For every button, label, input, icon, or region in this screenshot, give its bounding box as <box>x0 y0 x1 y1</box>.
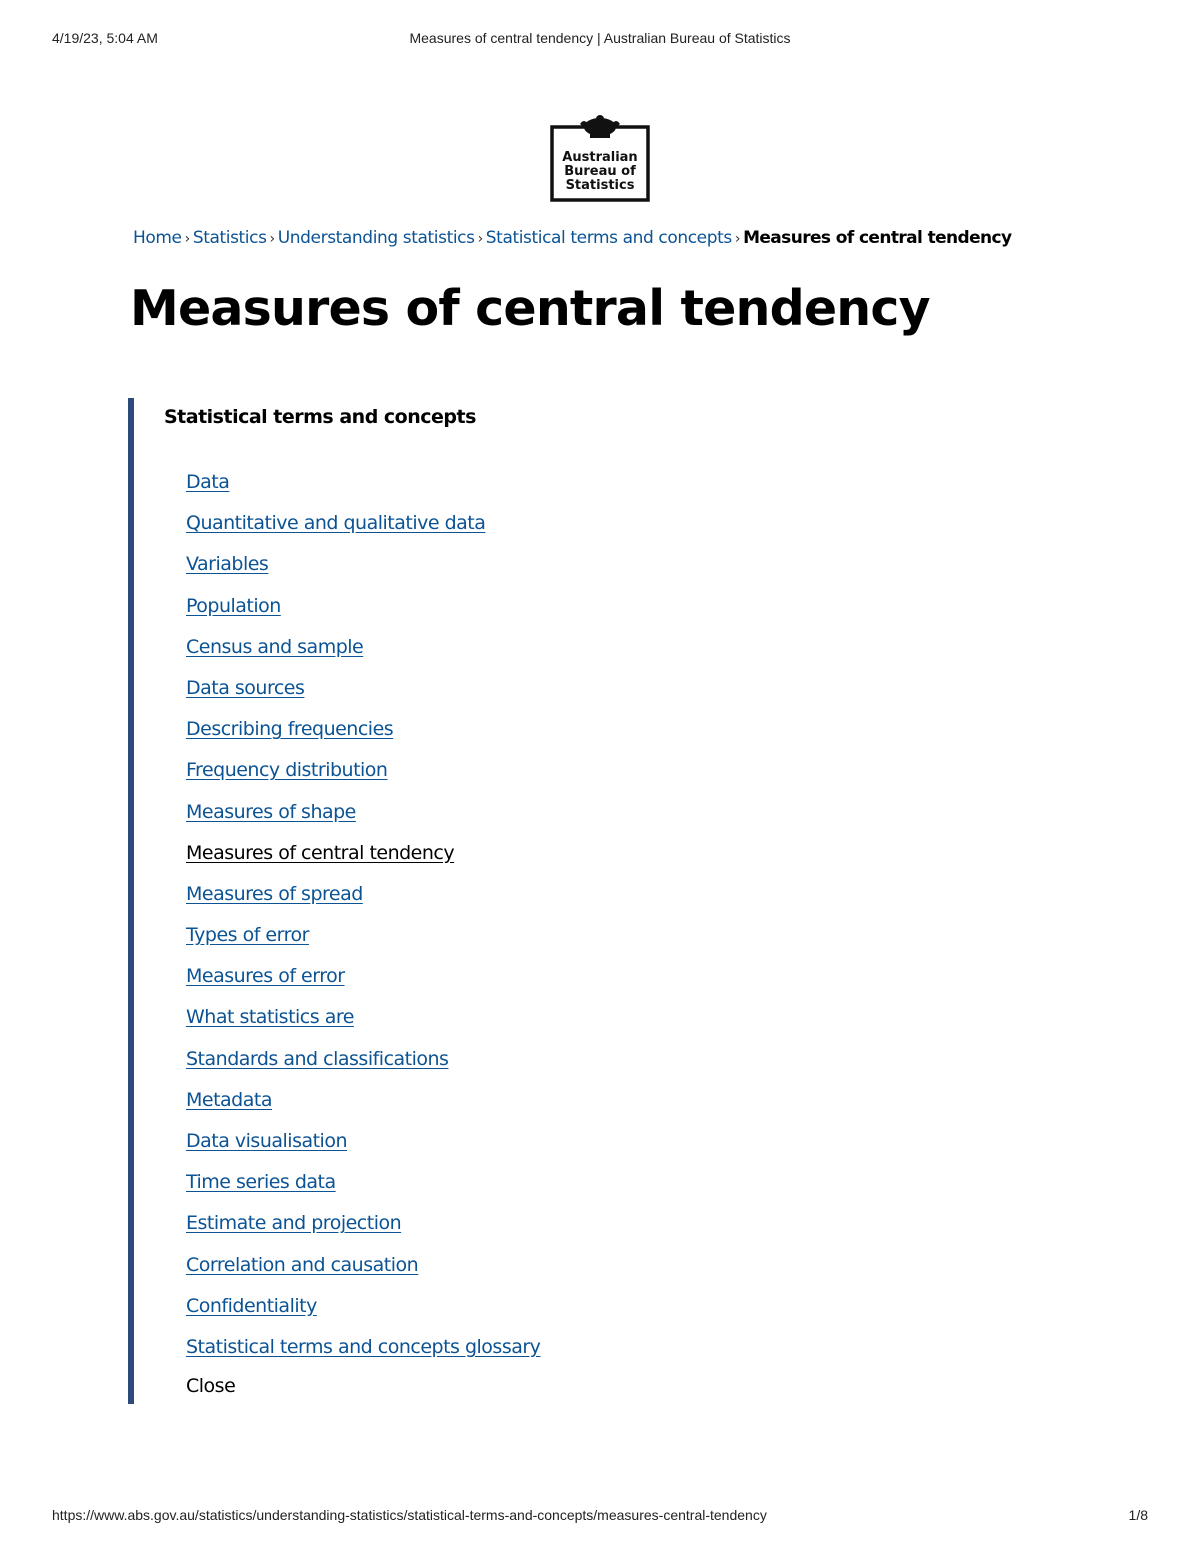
breadcrumb-understanding-statistics[interactable]: Understanding statistics <box>277 228 475 248</box>
side-nav-link-standards-classifications[interactable]: Standards and classifications <box>186 1047 449 1070</box>
side-nav-link-time-series-data[interactable]: Time series data <box>186 1171 336 1194</box>
side-nav-link-measures-of-shape[interactable]: Measures of shape <box>186 800 356 823</box>
side-nav-item <box>186 964 540 1005</box>
abs-logo[interactable] <box>550 114 650 202</box>
side-nav-item <box>186 1253 540 1294</box>
side-nav-link-glossary[interactable]: Statistical terms and concepts glossary <box>186 1335 541 1358</box>
side-nav-item <box>186 882 540 923</box>
side-nav-item <box>186 717 540 758</box>
side-nav-link-population[interactable]: Population <box>186 594 281 617</box>
side-nav-link-what-statistics-are[interactable]: What statistics are <box>186 1006 354 1029</box>
breadcrumb-current: Measures of central tendency <box>743 228 1012 248</box>
breadcrumb-statistical-terms[interactable]: Statistical terms and concepts <box>485 228 732 248</box>
side-nav-link-estimate-projection[interactable]: Estimate and projection <box>186 1212 402 1235</box>
side-nav <box>128 398 834 1404</box>
side-nav-link-quantitative-qualitative[interactable]: Quantitative and qualitative data <box>186 512 486 535</box>
side-nav-link-measures-of-central-tendency[interactable]: Measures of central tendency <box>186 841 455 864</box>
breadcrumb-statistics[interactable]: Statistics <box>192 228 267 248</box>
side-nav-item <box>186 1335 540 1376</box>
side-nav-item <box>186 635 540 676</box>
print-date: 4/19/23, 5:04 AM <box>52 30 158 46</box>
side-nav-link-frequency-distribution[interactable]: Frequency distribution <box>186 759 388 782</box>
side-nav-link-types-of-error[interactable]: Types of error <box>186 924 309 947</box>
print-page-number: 1/8 <box>1128 1507 1148 1523</box>
print-header <box>52 30 1148 50</box>
side-nav-link-data-sources[interactable]: Data sources <box>186 676 305 699</box>
side-nav-item <box>186 1294 540 1335</box>
print-footer <box>52 1507 1148 1527</box>
side-nav-link-metadata[interactable]: Metadata <box>186 1088 272 1111</box>
side-nav-link-measures-of-spread[interactable]: Measures of spread <box>186 882 363 905</box>
side-nav-item <box>186 758 540 799</box>
breadcrumb-home[interactable]: Home <box>133 228 182 248</box>
side-nav-link-confidentiality[interactable]: Confidentiality <box>186 1294 317 1317</box>
side-nav-link-correlation-causation[interactable]: Correlation and causation <box>186 1253 419 1276</box>
logo-line-3: Statistics <box>565 178 635 193</box>
side-nav-item <box>186 923 540 964</box>
side-nav-item <box>186 1170 540 1211</box>
side-nav-item <box>186 1005 540 1046</box>
print-document-title: Measures of central tendency | Australian Bureau of Statistics <box>409 30 791 46</box>
side-nav-item <box>186 676 540 717</box>
side-nav-link-describing-frequencies[interactable]: Describing frequencies <box>186 718 394 741</box>
side-nav-close-button[interactable]: Close <box>186 1375 236 1397</box>
side-nav-item <box>186 1088 540 1129</box>
breadcrumb-separator-icon: › <box>184 231 190 247</box>
side-nav-item <box>186 511 540 552</box>
side-nav-item <box>186 1211 540 1252</box>
side-nav-item <box>186 1129 540 1170</box>
side-nav-link-data-visualisation[interactable]: Data visualisation <box>186 1130 348 1152</box>
side-nav-item-active <box>186 841 540 882</box>
side-nav-heading: Statistical terms and concepts <box>164 406 476 428</box>
breadcrumb <box>133 228 1012 248</box>
side-nav-item <box>186 470 540 511</box>
logo-line-1: Australian <box>562 150 638 165</box>
side-nav-item <box>186 800 540 841</box>
page-title: Measures of central tendency <box>130 280 930 337</box>
side-nav-link-measures-of-error[interactable]: Measures of error <box>186 965 345 988</box>
side-nav-item <box>186 594 540 635</box>
breadcrumb-separator-icon: › <box>477 231 483 247</box>
side-nav-link-census-sample[interactable]: Census and sample <box>186 635 364 658</box>
side-nav-link-data[interactable]: Data <box>186 471 230 493</box>
side-nav-item <box>186 1047 540 1088</box>
breadcrumb-separator-icon: › <box>269 231 275 247</box>
abs-logo-image <box>550 114 650 202</box>
breadcrumb-separator-icon: › <box>734 231 741 247</box>
print-url: https://www.abs.gov.au/statistics/understanding-statistics/statistical-terms-and-concepts/measures-central-tendency <box>52 1507 767 1523</box>
side-nav-list <box>186 470 540 1376</box>
side-nav-item <box>186 552 540 593</box>
side-nav-link-variables[interactable]: Variables <box>186 553 269 576</box>
logo-line-2: Bureau of <box>564 164 636 179</box>
